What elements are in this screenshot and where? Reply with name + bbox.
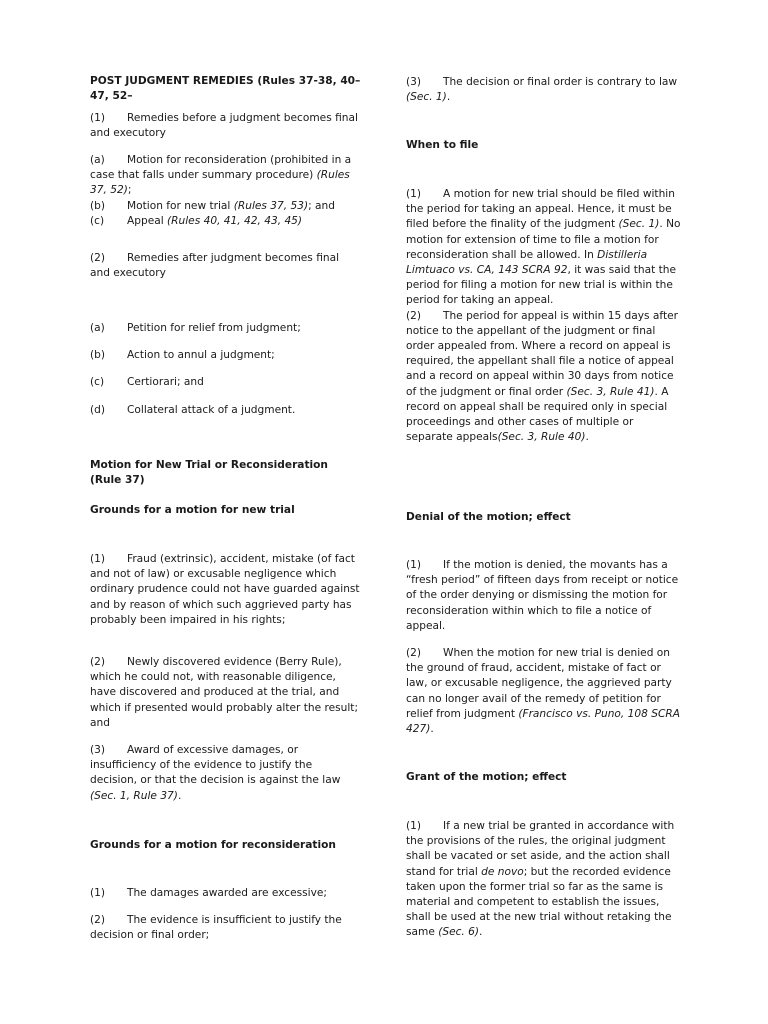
denial-item-2: (2) When the motion for new trial is denied on the ground of fraud, accident, mistake of fact or law, or excusable negligence, the aggrieved party can no longer avail of the remedy of petition for relief from judgment (Francisco vs. Puno, 108 SCRA 427). [406,647,680,736]
ground-new-evidence: (2) Newly discovered evidence (Berry Rule), which he could not, with reasonable diligence, have discovered and produced at the trial, and which if presented would probably alter the result; and [90,656,359,729]
page-title: POST JUDGMENT REMEDIES (Rules 37-38, 40–47, 52– [90,75,361,103]
recon-ground-evidence: (2) The evidence is insufficient to justify the decision or final order; [90,914,342,942]
paragraph-remedies-after: (2) Remedies after judgment becomes final and executory [90,252,340,280]
recon-ground-damages: (1) The damages awarded are excessive; [90,887,327,899]
list-item-petition: (a) Petition for relief from judgment; [90,322,301,334]
paragraph-remedies-before: (1) Remedies before a judgment becomes final and executory [90,112,358,140]
when-to-file-item-1: (1) A motion for new trial should be filed within the period for taking an appeal. Hence, it must be filed before the finality of the judgment (Sec. 1). No motion for extension of time to file a motion for reconsideration shall be allowed. In Distilleria Limtuaco vs. CA, 143 SCRA 92, it was said that the period for filing a motion for new trial is within the period for taking an appeal. (2) The period for appeal is within 15 days after notice to the appellant of the judgment or final order appealed from. Where a record on appeal is required, the appellant shall file a notice of appeal and a record on appeal within 30 days from notice of the judgment or final order (Sec. 3, Rule 41). A record on appeal shall be required only in special proceedings and other cases of multiple or separate appeals(Sec. 3, Rule 40). [406,188,681,444]
heading-grounds-reconsideration: Grounds for a motion for reconsideration [90,839,336,851]
grant-item-1: (1) If a new trial be granted in accordance with the provisions of the rules, the original judgment shall be vacated or set aside, and the action shall stand for trial de novo; but the recorded evidence taken upon the former trial so far as the same is material and competent to establish the issues, shall be used at the new trial without retaking the same (Sec. 6). [406,820,675,939]
list-item-annul: (b) Action to annul a judgment; [90,349,275,361]
ground-excessive-damages: (3) Award of excessive damages, or insufficiency of the evidence to justify the decision, or that the decision is against the law (Sec. 1, Rule 37). [90,744,341,802]
heading-when-to-file: When to file [406,139,479,151]
heading-denial: Denial of the motion; effect [406,511,571,523]
list-item-certiorari: (c) Certiorari; and [90,376,204,388]
list-before-judgment: (a) Motion for reconsideration (prohibited in a case that falls under summary procedure) (Rules 37, 52); (b) Motion for new trial (Rules 37, 53); and (c) Appeal (Rules 40, 41, 42, 43, 45) [90,154,352,227]
heading-grant: Grant of the motion; effect [406,771,567,783]
heading-grounds-new-trial: Grounds for a motion for new trial [90,504,295,516]
ground-fraud: (1) Fraud (extrinsic), accident, mistake (of fact and not of law) or excusable negligence which ordinary prudence could not have guarded against and by reason of which such aggrieved party has probably been impaired in his rights; [90,553,360,626]
list-item-collateral: (d) Collateral attack of a judgment. [90,404,296,416]
recon-ground-contrary-law: (3) The decision or final order is contrary to law (Sec. 1). [406,76,678,104]
denial-item-1: (1) If the motion is denied, the movants has a “fresh period” of fifteen days from receipt or notice of the order denying or dismissing the motion for reconsideration within which to file a notice of appeal. [406,559,679,632]
heading-motion-new-trial: Motion for New Trial or Reconsideration (Rule 37) [90,459,328,487]
